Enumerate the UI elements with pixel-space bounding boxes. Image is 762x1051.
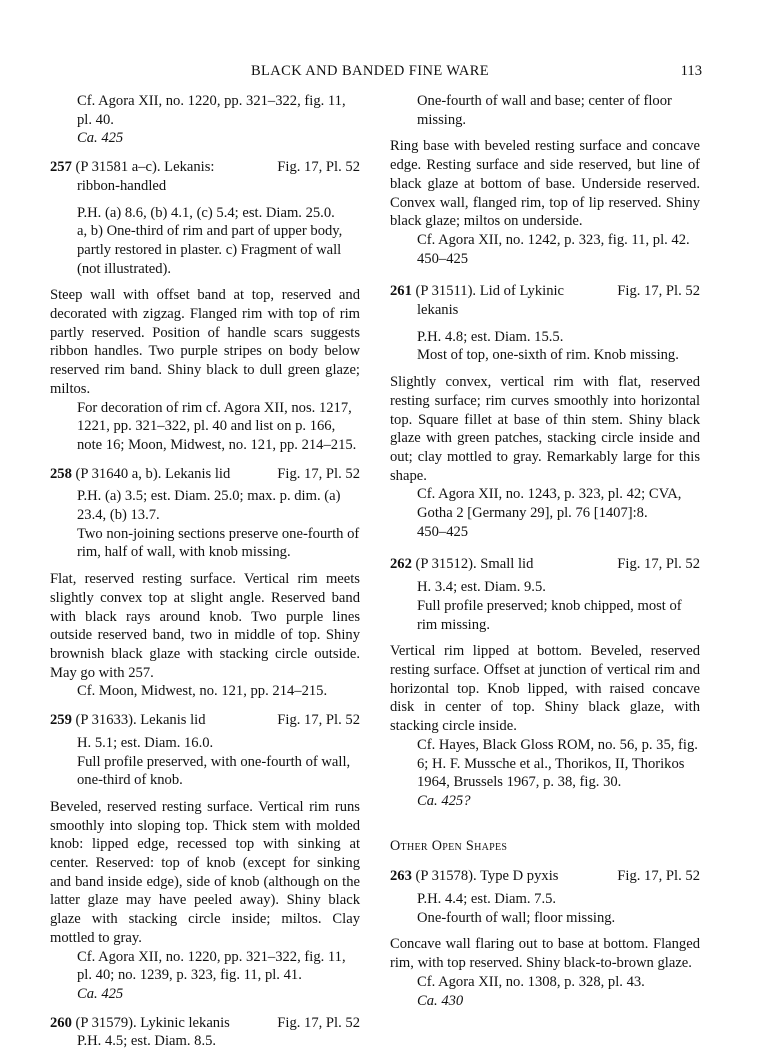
date: Ca. 430 [417, 992, 464, 1009]
description: Ring base with beveled resting surface and concave edge. Resting surface and side reserved, but line of black glaze at bottom of base. Underside reserved. Convex wall, flanged rim, top of lip reserved. Shiny black glaze; miltos on underside. [390, 138, 700, 230]
catalog-entry-259 [50, 711, 360, 730]
entry-number: 259 [50, 712, 72, 729]
running-header [50, 62, 702, 84]
date: 450–425 [417, 250, 469, 267]
entry-number: 258 [50, 465, 72, 482]
entry-inventory: (P 31511). Lid of Lykinic [415, 283, 565, 300]
preservation: a, b) One-third of rim and part of upper body, partly restored in plaster. c) Fragment of wall (not illustrated). [77, 223, 343, 277]
preservation: Most of top, one-sixth of rim. Knob missing. [417, 347, 679, 364]
figure-reference: Fig. 17, Pl. 52 [277, 1014, 360, 1031]
dimensions: H. 3.4; est. Diam. 9.5. [417, 579, 546, 596]
entry-number: 260 [50, 1014, 72, 1031]
description: Vertical rim lipped at bottom. Beveled, reserved resting surface. Offset at junction of vertical rim and horizontal top. Knob lipped, with raised concave disk in center of top. Shiny black glaze, with stacking circle inside. [390, 643, 700, 735]
figure-reference: Fig. 17, Pl. 52 [617, 868, 700, 885]
entry-number: 257 [50, 159, 72, 176]
catalog-entry-262 [390, 555, 700, 574]
preservation: One-fourth of wall; floor missing. [417, 909, 616, 926]
description: Concave wall flaring out to base at bottom. Flanged rim, with top reserved. Shiny black-to-brown glaze. [390, 936, 700, 972]
dimensions: P.H. (a) 3.5; est. Diam. 25.0; max. p. dim. (a) 23.4, (b) 13.7. [77, 488, 341, 524]
entry-inventory: (P 31579). Lykinic lekanis [75, 1014, 230, 1031]
catalog-entry-263 [390, 867, 700, 886]
figure-reference: Fig. 17, Pl. 52 [617, 283, 700, 300]
date: Ca. 425 [77, 130, 124, 147]
entry-inventory: (P 31578). Type D pyxis [415, 868, 559, 885]
left-column [50, 92, 360, 1051]
entry-inventory: (P 31581 a–c). Lekanis: [75, 159, 215, 176]
entry-heading [50, 158, 214, 177]
description: Steep wall with offset band at top, reserved and decorated with zigzag. Flanged rim with top of rim partly reserved. Position of handle scars suggests ribbon handles. Two purple stripes on body below reserved rim band. Shiny black to dull green glaze; miltos. [50, 287, 360, 397]
description: Slightly convex, vertical rim with flat, reserved resting surface; rim curves smoothly into horizontal top. Square fillet at base of thin stem. Shiny black glaze with green patches, stacking circle inside and out; clay mottled to gray. Remarkably large for this shape. [390, 374, 700, 484]
catalog-entry-258 [50, 465, 360, 484]
catalog-entry-257 [50, 158, 360, 177]
right-column [390, 92, 700, 1010]
cf-reference: Cf. Agora XII, no. 1308, p. 328, pl. 43. [417, 973, 645, 990]
cf-reference: Cf. Moon, Midwest, no. 121, pp. 214–215. [77, 683, 328, 700]
preservation: Two non-joining sections preserve one-fourth of rim, half of wall, with knob missing. [77, 525, 360, 561]
entry-number: 263 [390, 868, 412, 885]
figure-reference: Fig. 17, Pl. 52 [277, 712, 360, 729]
figure-reference: Fig. 17, Pl. 52 [277, 465, 360, 482]
entry-heading [390, 555, 533, 574]
entry-inventory: (P 31633). Lekanis lid [75, 712, 206, 729]
date: 450–425 [417, 523, 469, 540]
dimensions: P.H. (a) 8.6, (b) 4.1, (c) 5.4; est. Diam. 25.0. [77, 204, 335, 221]
dimensions: P.H. 4.8; est. Diam. 15.5. [417, 328, 564, 345]
entry-heading [50, 711, 206, 730]
dimensions: P.H. 4.5; est. Diam. 8.5. [77, 1033, 217, 1050]
catalog-entry-260 [50, 1014, 360, 1033]
entry-heading [390, 867, 558, 886]
figure-reference: Fig. 17, Pl. 52 [277, 159, 360, 176]
figure-reference: Fig. 17, Pl. 52 [617, 556, 700, 573]
preservation: One-fourth of wall and base; center of floor missing. [417, 93, 672, 128]
entry-heading-cont: lekanis [417, 302, 459, 319]
entry-heading [50, 1014, 230, 1033]
section-heading: Other Open Shapes [390, 837, 508, 854]
cf-reference: Cf. Agora XII, no. 1220, pp. 321–322, fig. 11, pl. 40. [77, 93, 346, 128]
cf-reference: Cf. Hayes, Black Gloss ROM, no. 56, p. 35, fig. 6; H. F. Mussche et al., Thorikos, II, Thorikos 1964, Brussels 1967, p. 38, fig. 30. [417, 736, 698, 791]
entry-inventory: (P 31512). Small lid [415, 556, 534, 573]
catalog-entry-261 [390, 282, 700, 301]
dimensions: P.H. 4.4; est. Diam. 7.5. [417, 891, 557, 908]
preservation: Full profile preserved, with one-fourth of wall, one-third of knob. [77, 753, 351, 789]
entry-heading [390, 282, 564, 301]
date: Ca. 425 [77, 985, 124, 1002]
entry-number: 262 [390, 556, 412, 573]
cf-reference: Cf. Agora XII, no. 1243, p. 323, pl. 42; CVA, Gotha 2 [Germany 29], pl. 76 [1407]:8. [417, 486, 682, 522]
dimensions: H. 5.1; est. Diam. 16.0. [77, 734, 214, 751]
entry-heading-cont: ribbon-handled [77, 177, 167, 194]
entry-number: 261 [390, 283, 412, 300]
cf-reference: For decoration of rim cf. Agora XII, nos. 1217, 1221, pp. 321–322, pl. 40 and list on p. 166, note 16; Moon, Midwest, no. 121, pp. 214–215. [77, 399, 357, 453]
entry-inventory: (P 31640 a, b). Lekanis lid [75, 465, 231, 482]
description: Beveled, reserved resting surface. Vertical rim runs smoothly into sloping top. Thick stem with molded knob: lipped edge, recessed top with sinking at center. Reserved: top of knob (except for sinking and band inside edge), side of knob (although on the latter glaze may have peeled away). Shiny black glaze with stacking circle inside; miltos. Clay mottled to gray. [50, 798, 360, 946]
description: Flat, reserved resting surface. Vertical rim meets slightly convex top at slight angle. Reserved band with black rays around knob. Two purple lines outside reserved band, two in middle of top. Shiny brownish black glaze with stacking circle outside. May go with 257. [50, 571, 360, 681]
date: Ca. 425? [417, 792, 471, 809]
cf-reference: Cf. Agora XII, no. 1220, pp. 321–322, fig. 11, pl. 40; no. 1239, p. 323, fig. 11, pl. 41. [77, 948, 346, 984]
preservation: Full profile preserved; knob chipped, most of rim missing. [417, 597, 682, 633]
entry-heading [50, 465, 230, 484]
page-number: 113 [680, 63, 702, 79]
running-title: BLACK AND BANDED FINE WARE [250, 63, 490, 79]
cf-reference: Cf. Agora XII, no. 1242, p. 323, fig. 11, pl. 42. [417, 231, 690, 248]
